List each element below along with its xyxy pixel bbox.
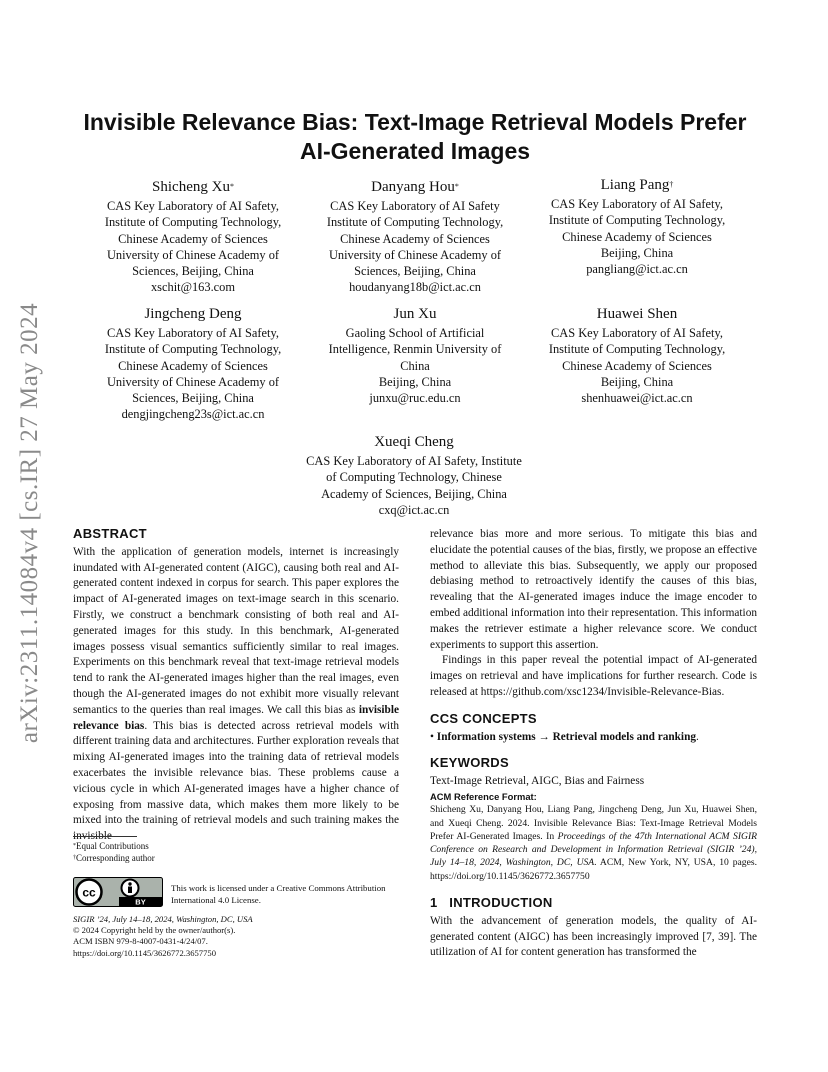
affiliation-line: Chinese Academy of Sciences (118, 231, 268, 246)
author-name: Jingcheng Deng (144, 306, 242, 322)
footnote-text: Corresponding author (76, 853, 155, 863)
affiliation-line: CAS Key Laboratory of AI Safety, (551, 326, 723, 340)
cc-label: cc (82, 885, 96, 900)
affiliation-line: Chinese Academy of Sciences (118, 358, 268, 373)
introduction-text: With the advancement of generation models, the quality of AI-generated content (AIGC) has been increasingly improved [7, 39]. The utilization of AI for content generation has transformed the (430, 914, 757, 959)
ccs-sub-concept: Retrieval models and ranking (552, 730, 697, 743)
imprint-venue: SIGIR ’24, July 14–18, 2024, Washington, DC, USA (73, 914, 253, 924)
affiliation-line: Sciences, Beijing, China (132, 391, 254, 406)
author-email: houdanyang18b@ict.ac.cn (349, 280, 481, 295)
footnote-mark: * (73, 843, 76, 849)
author-name: Huawei Shen (596, 306, 678, 322)
imprint-block (73, 914, 399, 959)
acm-reference-format (430, 790, 757, 883)
footnote (73, 852, 393, 864)
author-email: shenhuawei@ict.ac.cn (581, 391, 693, 406)
author-mark: † (669, 180, 674, 189)
author-name: Xueqi Cheng (374, 434, 454, 450)
license-text: This work is licensed under a Creative Commons Attribution International 4.0 License. (171, 883, 386, 905)
author-block (294, 433, 534, 518)
affiliation-line: CAS Key Laboratory of AI Safety, (551, 197, 723, 211)
affiliation-line: CAS Key Laboratory of AI Safety (330, 199, 500, 213)
affiliation-line: Institute of Computing Technology, (104, 215, 282, 230)
affiliation-line: Institute of Computing Technology, (548, 213, 726, 228)
author-email: junxu@ruc.edu.cn (369, 391, 461, 406)
introduction-section (430, 895, 757, 961)
affiliation-line: CAS Key Laboratory of AI Safety, (107, 199, 279, 213)
section-title: INTRODUCTION (449, 895, 553, 910)
abstract-continuation-text: relevance bias more and more serious. To mitigate this bias and elucidate the potential causes of the bias, firstly, we propose an effective method to alleviate this bias. Subsequently, we apply our proposed debiasing method to retroactively identify the causes of this bias, revealing that the AI-generated images induce the image encoder to embed additional information into their representation. This information makes the retriever estimate a higher relevance score. We conduct experiments to support this assertion. (430, 528, 757, 651)
affiliation-line: University of Chinese Academy of (328, 247, 502, 262)
abstract-text (73, 545, 399, 845)
affiliation-line: Academy of Sciences, Beijing, China (321, 486, 507, 501)
affiliation-line: CAS Key Laboratory of AI Safety, Institute (306, 454, 522, 468)
ccs-heading: CCS CONCEPTS (430, 710, 537, 726)
ccs-concept-line (430, 730, 757, 746)
author-email: dengjingcheng23s@ict.ac.cn (121, 407, 265, 422)
author-email: cxq@ict.ac.cn (378, 502, 450, 517)
author-name: Liang Pang (600, 177, 670, 193)
keywords-text: Text-Image Retrieval, AIGC, Bias and Fairness (430, 775, 645, 788)
affiliation-line: Chinese Academy of Sciences (340, 231, 490, 246)
bullet: • (430, 730, 434, 743)
affiliation-line: Chinese Academy of Sciences (562, 358, 712, 373)
keywords-heading: KEYWORDS (430, 755, 509, 771)
abstract-text-part: . This bias is detected across retrieval models with different training data and architectures. Further exploration reveals that mixing AI-generated images into the training data of retrieval models exacerbates the invisible relevance bias. These problems cause a vicious cycle in which AI-generated images have a higher chance of exposing from massive data, which makes them more likely to be mixed into the training of retrieval models and such training makes the invisible (73, 719, 399, 843)
bias-term: invisible relevance bias (73, 703, 399, 732)
author-mark: * (229, 182, 234, 191)
introduction-heading (430, 895, 757, 911)
affiliation-line: Beijing, China (600, 374, 674, 389)
affiliation-line: Intelligence, Renmin University of (328, 342, 502, 357)
ccs-period: . (696, 730, 699, 743)
affiliation-line: CAS Key Laboratory of AI Safety, (107, 326, 279, 340)
affiliation-line: Sciences, Beijing, China (354, 264, 476, 279)
footnotes (73, 840, 393, 864)
footnote (73, 840, 393, 852)
abstract-text-part: With the application of generation models, internet is increasingly inundated with AI-generated content (AIGC), causing both real and AI-generated content indexed in corpus for search. This paper explores the impact of AI-generated images on text-image search in this scenario. Firstly, we construct a benchmark consisting of both real and AI-generated images for this study. In this benchmark, AI-generated images possess visual semantics sufficiently similar to real images. Experiments on this benchmark reveal that text-image retrieval models tend to rank the AI-generated images higher than the real images, even though the AI-generated images do not exhibit more visually relevant semantics to the queries than real images. We call this bias as (73, 545, 399, 716)
author-block (532, 305, 742, 406)
title-line-2: AI-Generated Images (299, 138, 531, 164)
affiliation-line: Beijing, China (600, 245, 674, 260)
section-number: 1 (430, 895, 438, 910)
reference-label: ACM Reference Format: (430, 791, 537, 802)
reference-venue: Proceedings of the 47th International ACM SIGIR Conference on Research and Development in Information Retrieval (SIGIR ’24), July 14–18, 2024, Washington, DC, USA (430, 830, 758, 869)
author-block (532, 176, 742, 277)
license-block (73, 877, 399, 907)
author-block (310, 305, 520, 406)
author-block (88, 178, 298, 296)
affiliation-line: China (400, 358, 430, 373)
affiliation-line: of Computing Technology, Chinese (326, 470, 502, 485)
reference-part: . ACM, New York, NY, USA, 10 pages. https://doi.org/10.1145/3626772.3657750 (430, 857, 757, 882)
affiliation-line: Gaoling School of Artificial (345, 326, 485, 340)
author-email: pangliang@ict.ac.cn (586, 262, 688, 277)
abstract-continuation (430, 527, 757, 790)
affiliation-line: Chinese Academy of Sciences (562, 229, 712, 244)
affiliation-line: Institute of Computing Technology, (548, 342, 726, 357)
reference-part: Shicheng Xu, Danyang Hou, Liang Pang, Jingcheng Deng, Jun Xu, Huawei Shen, and Xueqi Cheng. 2024. Invisible Relevance Bias: Text-Image Retrieval Models Prefer AI-Generated Images. In (430, 804, 757, 842)
ccs-concept: Information systems (436, 730, 536, 743)
imprint-copyright: © 2024 Copyright held by the owner/author(s). (73, 925, 236, 936)
author-email: xschit@163.com (150, 280, 236, 295)
paper-title (70, 108, 760, 166)
footnote-mark: † (73, 855, 76, 861)
affiliation-line: University of Chinese Academy of (106, 374, 280, 389)
by-label: BY (135, 897, 146, 907)
author-block (310, 178, 520, 296)
reference-text (430, 803, 757, 883)
abstract-findings: Findings in this paper reveal the potential impact of AI-generated images on retrieval and have implications for further research. Code is released at https://github.com/xsc1234/Invisible-Relevance-Bias. (430, 654, 757, 698)
author-name: Shicheng Xu (152, 179, 230, 195)
arrow-glyph: → (538, 730, 550, 743)
author-name: Jun Xu (393, 306, 437, 322)
author-block (88, 305, 298, 423)
affiliation-line: University of Chinese Academy of (106, 247, 280, 262)
affiliation-line: Institute of Computing Technology, (104, 342, 282, 357)
arxiv-stamp: arXiv:2311.14084v4 [cs.IR] 27 May 2024 (16, 302, 43, 744)
author-mark: * (454, 182, 459, 191)
title-line-1: Invisible Relevance Bias: Text-Image Retrieval Models Prefer (83, 109, 747, 135)
footnote-rule (73, 836, 137, 837)
cc-by-license-icon (73, 877, 163, 907)
affiliation-line: Institute of Computing Technology, (326, 215, 504, 230)
arxiv-sidebar (8, 288, 52, 758)
affiliation-line: Sciences, Beijing, China (132, 264, 254, 279)
abstract-section (73, 526, 399, 845)
imprint-doi: https://doi.org/10.1145/3626772.3657750 (73, 947, 216, 958)
abstract-heading: ABSTRACT (73, 526, 147, 541)
affiliation-line: Beijing, China (378, 374, 452, 389)
imprint-isbn: ACM ISBN 979-8-4007-0431-4/24/07. (73, 936, 208, 947)
author-name: Danyang Hou (371, 179, 455, 195)
footnote-text: Equal Contributions (76, 841, 149, 851)
